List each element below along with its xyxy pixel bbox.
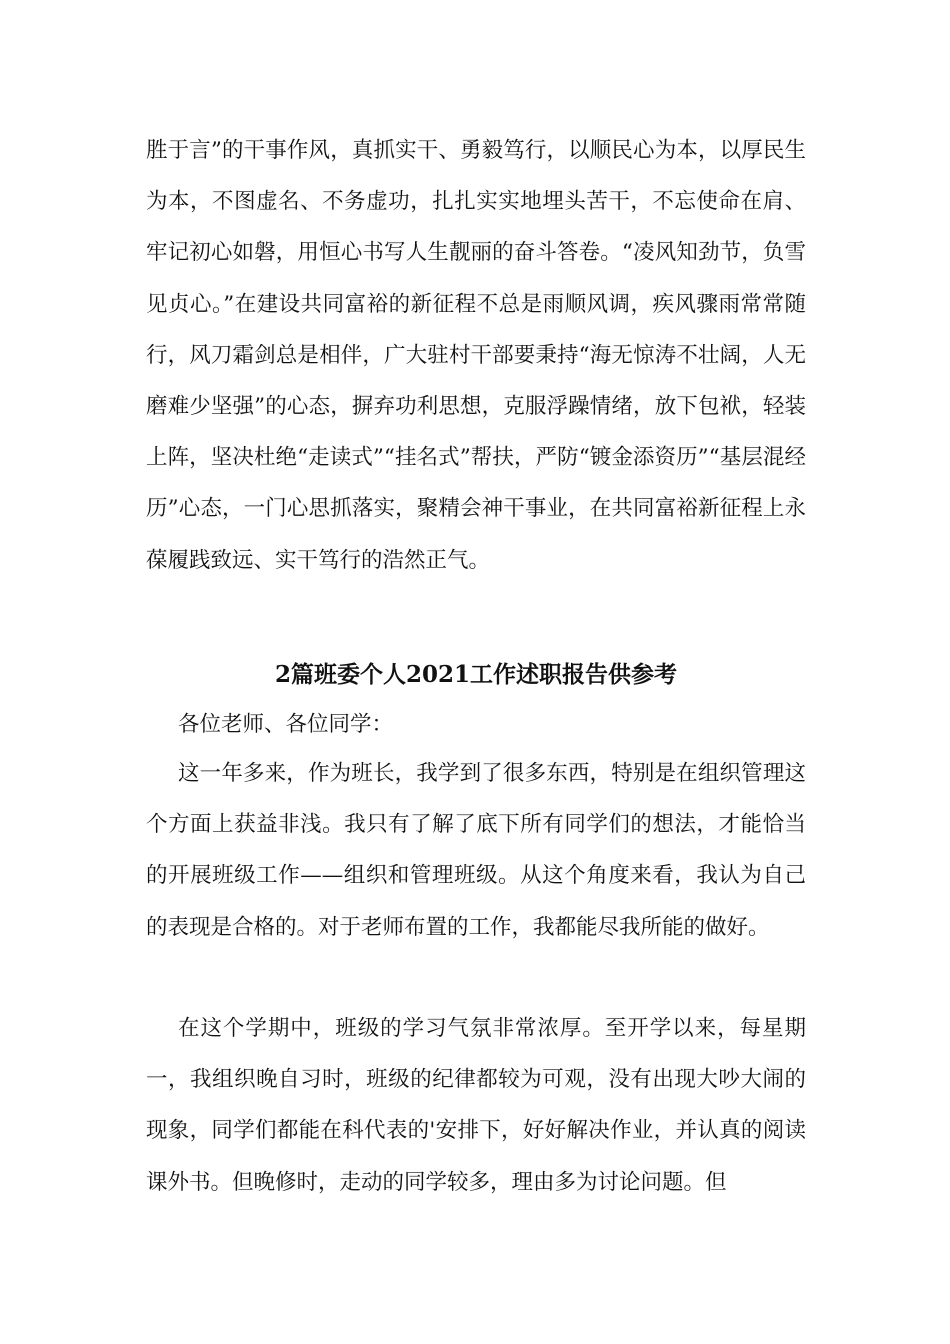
paragraph-3: 在这个学期中，班级的学习气氛非常浓厚。至开学以来，每星期一，我组织晚自习时，班级的纪律都较为可观，没有出现大吵大闹的现象，同学们都能在科代表的'安排下，好好解决作业，并认真的阅读课外书。但晚修时，走动的同学较多，理由多为讨论问题。但 — [146, 1016, 806, 1195]
paragraph-2: 这一年多来，作为班长，我学到了很多东西，特别是在组织管理这个方面上获益非浅。我只有了解了底下所有同学们的想法，才能恰当的开展班级工作——组织和管理班级。从这个角度来看，我认为自己的表现是合格的。对于老师布置的工作，我都能尽我所能的做好。 — [146, 761, 806, 940]
document-title: 2篇班委个人2021工作述职报告供参考 — [274, 661, 678, 688]
greeting: 各位老师、各位同学： — [178, 712, 394, 737]
paragraph-continued: 胜于言”的干事作风，真抓实干、勇毅笃行，以顺民心为本，以厚民生为本，不图虚名、不务虚功，扎扎实实地埋头苦干，不忘使命在肩、牢记初心如磐，用恒心书写人生靓丽的奋斗答卷。“凌风知劲节，负雪见贞心。”在建设共同富裕的新征程不总是雨顺风调，疾风骤雨常常随行，风刀霜剑总是相伴，广大驻村干部要秉持“海无惊涛不壮阔，人无磨难少坚强”的心态，摒弃功利思想，克服浮躁情绪，放下包袱，轻装上阵，坚决杜绝“走读式”“挂名式”帮扶，严防“镀金添资历”“基层混经历”心态，一门心思抓落实，聚精会神干事业，在共同富裕新征程上永葆履践致远、实干笃行的浩然正气。 — [146, 138, 806, 573]
